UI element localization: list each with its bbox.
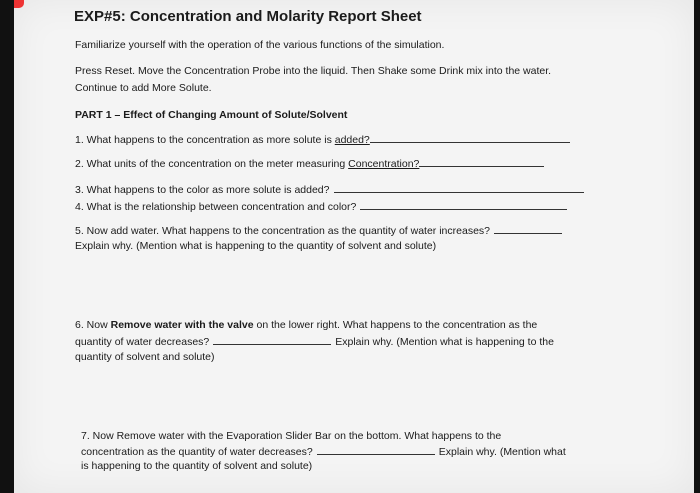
answer-blank-4[interactable] bbox=[360, 200, 567, 210]
page-title: EXP#5: Concentration and Molarity Report Sheet bbox=[74, 8, 422, 25]
question-6-line-2 bbox=[75, 335, 554, 348]
answer-blank-2[interactable] bbox=[419, 157, 544, 167]
answer-blank-6[interactable] bbox=[213, 335, 331, 345]
question-4 bbox=[75, 200, 567, 213]
intro-line-3: Continue to add More Solute. bbox=[75, 82, 212, 94]
answer-blank-1[interactable] bbox=[370, 133, 570, 143]
answer-blank-3[interactable] bbox=[334, 183, 584, 193]
question-7-line-2 bbox=[81, 445, 566, 458]
question-7-line-3: is happening to the quantity of solvent and solute) bbox=[81, 460, 313, 472]
question-3-text: 3. What happens to the color as more solute is added? bbox=[75, 184, 330, 196]
question-5-line-2: Explain why. (Mention what is happening to the quantity of solvent and solute) bbox=[75, 240, 437, 252]
intro-line-2: Press Reset. Move the Concentration Probe into the liquid. Then Shake some Drink mix into the water. bbox=[75, 65, 552, 77]
question-1-underlined: added? bbox=[334, 134, 370, 146]
question-1 bbox=[75, 133, 570, 146]
intro-line-1: Familiarize yourself with the operation of the various functions of the simulation. bbox=[75, 39, 445, 51]
question-2-text: 2. What units of the concentration on the meter measuring bbox=[75, 158, 349, 170]
red-corner-mark bbox=[14, 0, 24, 8]
question-2-underlined: Concentration? bbox=[348, 158, 420, 170]
question-5-text: 5. Now add water. What happens to the concentration as the quantity of water increases? bbox=[75, 225, 490, 237]
question-6-pre: 6. Now bbox=[75, 319, 111, 331]
part1-heading: PART 1 – Effect of Changing Amount of Solute/Solvent bbox=[75, 109, 348, 121]
question-6-line-2a: quantity of water decreases? bbox=[75, 336, 210, 348]
question-1-text: 1. What happens to the concentration as more solute is bbox=[75, 134, 335, 146]
question-4-text: 4. What is the relationship between concentration and color? bbox=[75, 201, 357, 213]
question-5 bbox=[75, 224, 562, 237]
question-6-line-3: quantity of solvent and solute) bbox=[75, 351, 215, 363]
answer-blank-7[interactable] bbox=[317, 445, 435, 455]
answer-blank-5[interactable] bbox=[494, 224, 562, 234]
question-3 bbox=[75, 183, 584, 196]
question-6-post: on the lower right. What happens to the concentration as the bbox=[253, 319, 538, 331]
question-6-bold: Remove water with the valve bbox=[110, 319, 254, 331]
question-7-line-2b: Explain why. (Mention what bbox=[438, 446, 566, 458]
question-6-line-2b: Explain why. (Mention what is happening to the bbox=[335, 336, 554, 348]
question-6 bbox=[75, 319, 537, 331]
question-7-line-2a: concentration as the quantity of water decreases? bbox=[81, 446, 313, 458]
question-2 bbox=[75, 157, 544, 170]
question-7: 7. Now Remove water with the Evaporation Slider Bar on the bottom. What happens to the bbox=[81, 430, 502, 442]
worksheet-page bbox=[14, 0, 694, 493]
